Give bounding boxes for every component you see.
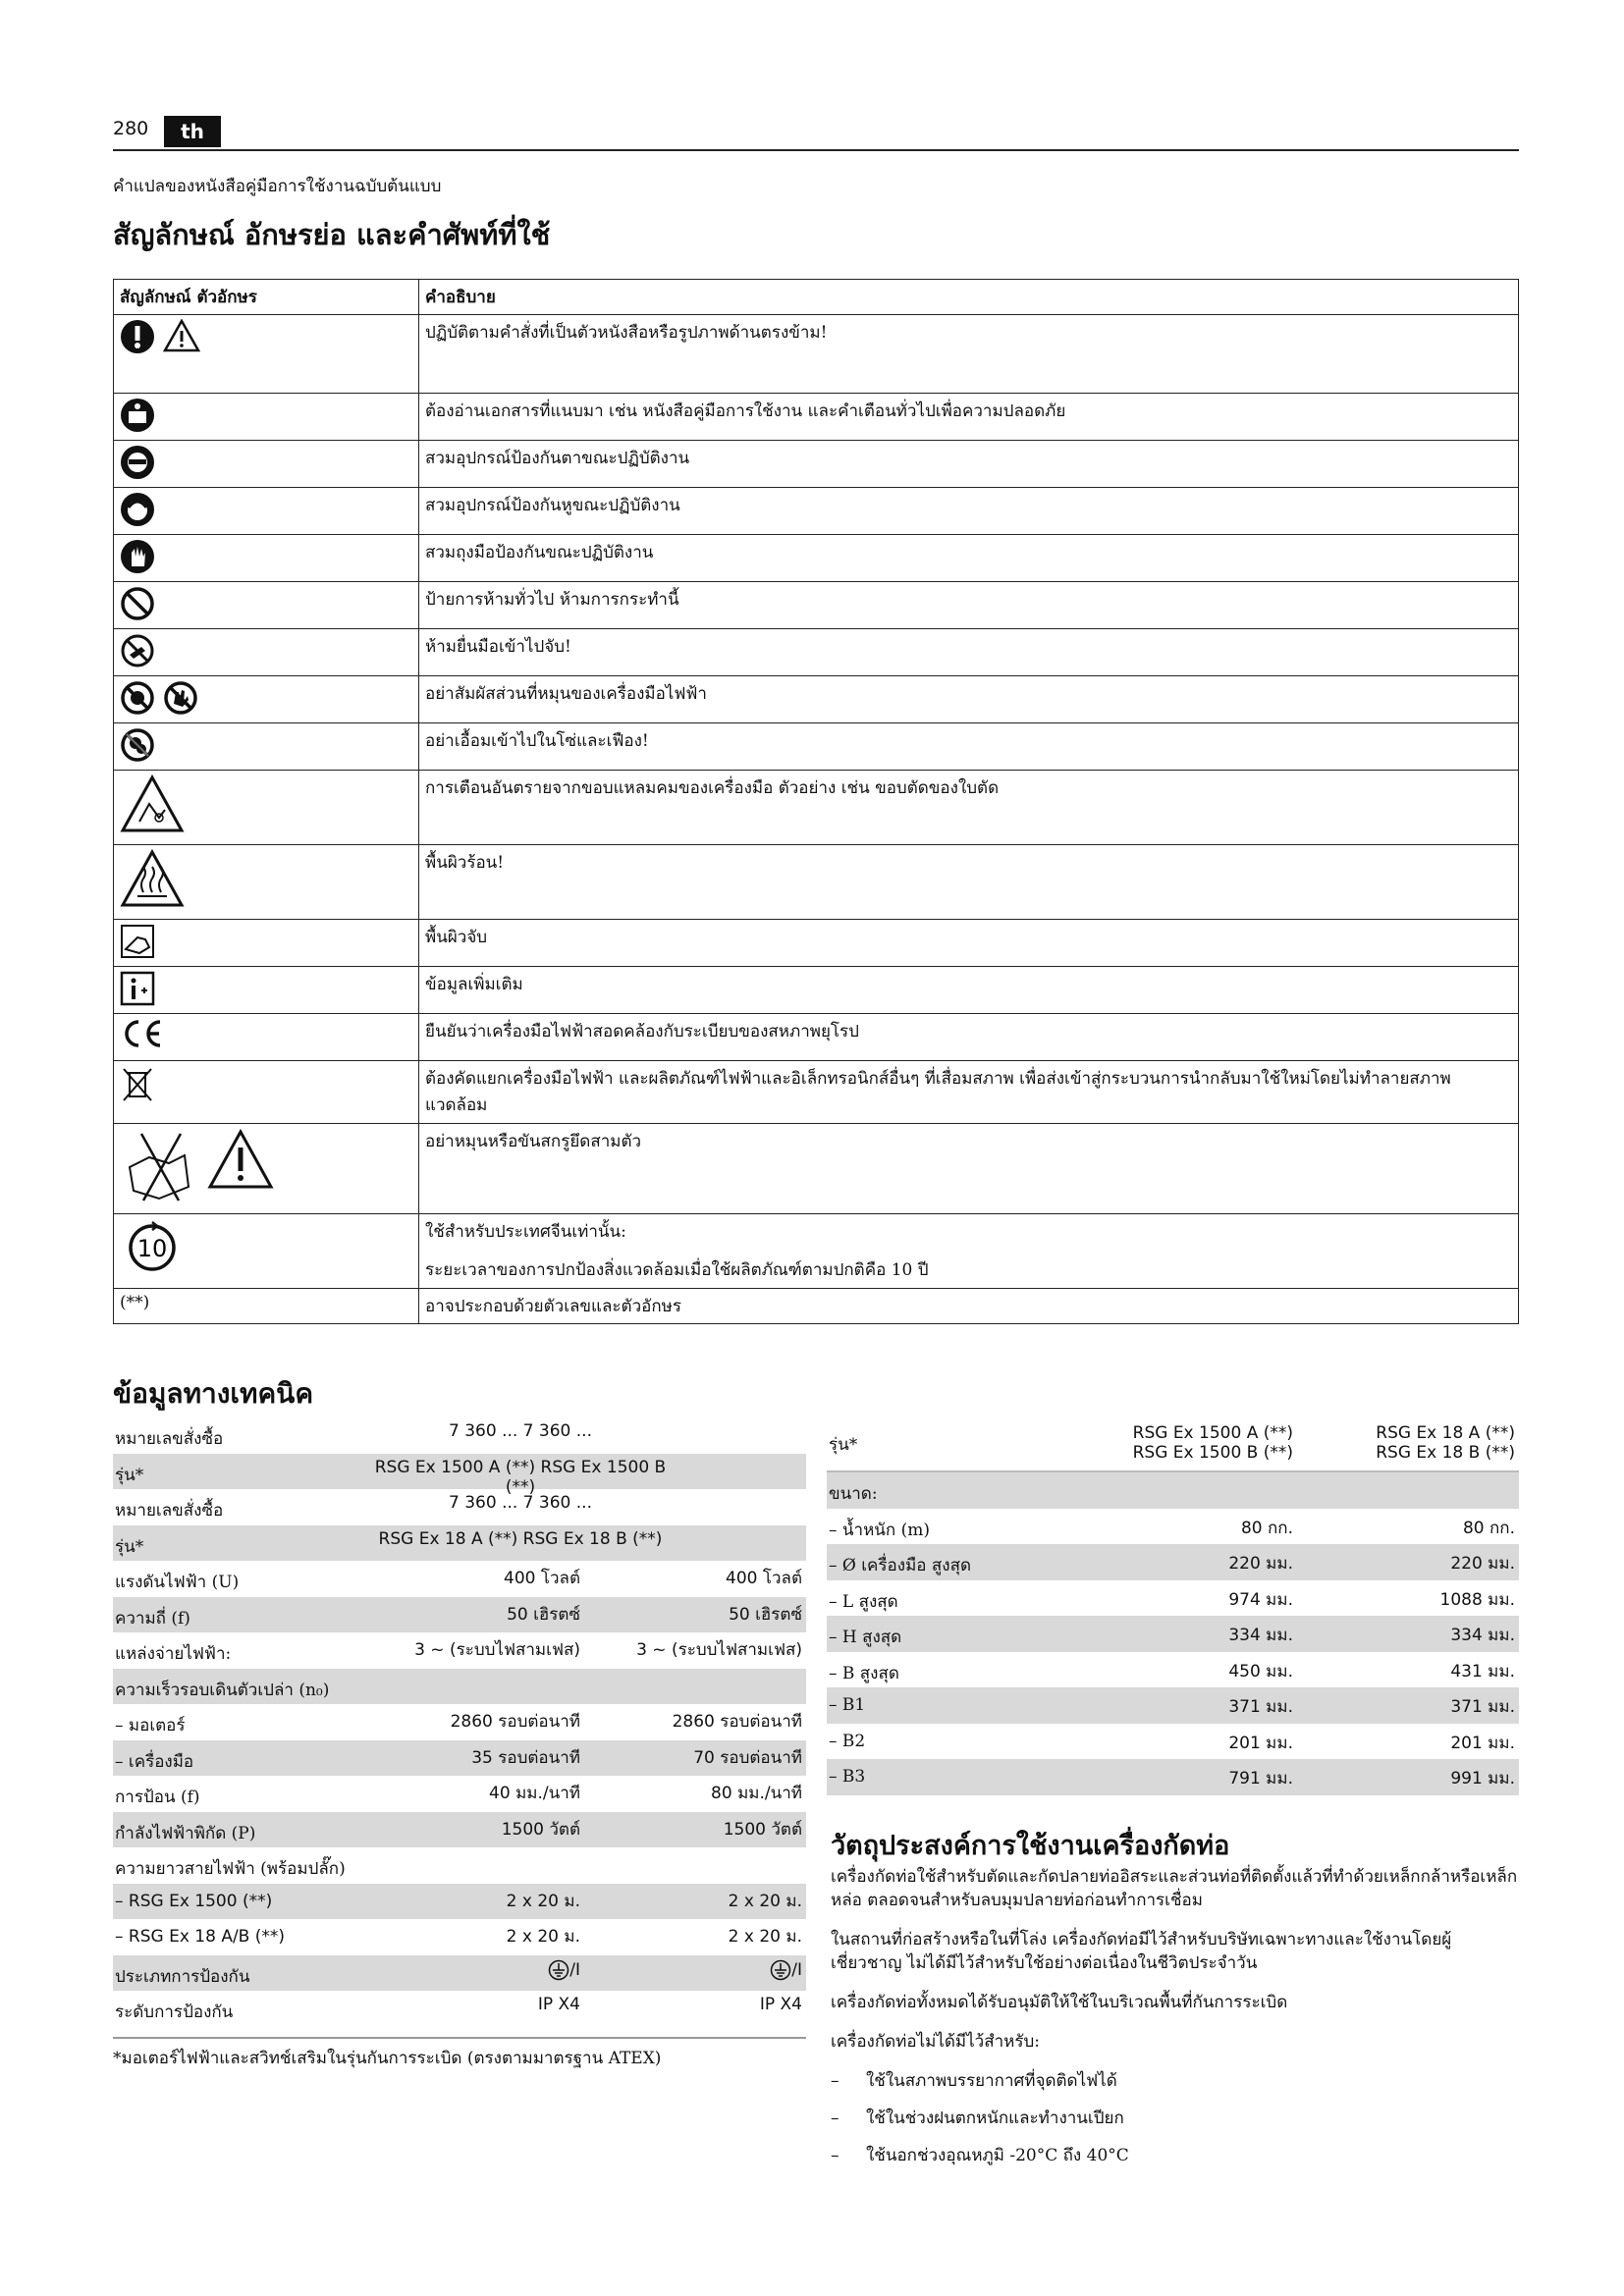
dimension-value-1: 371 มม. (1228, 1697, 1293, 1717)
table-row (114, 845, 1519, 920)
spec-label: – RSG Ex 1500 (**) (115, 1891, 273, 1911)
spec-value-2: 70 รอบต่อนาที (693, 1747, 802, 1768)
spec-value-1: /I (569, 1959, 580, 1980)
dimension-value-1: 201 มม. (1228, 1733, 1293, 1753)
list-item-text: ใช้ในช่วงฝนตกหนักและทำงานเปียก (866, 2109, 1124, 2128)
spec-value-1: IP X4 (537, 1995, 580, 2014)
row-description: สวมอุปกรณ์ป้องกันหูขณะปฏิบัติงาน (419, 488, 1519, 535)
row-description: ยืนยันว่าเครื่องมือไฟฟ้าสอดคล้องกับระเบียบของสหภาพยุโรป (419, 1014, 1519, 1061)
warning-icon (206, 1128, 275, 1191)
model-label: รุ่น* (115, 1465, 144, 1485)
table-row (113, 1740, 806, 1777)
language-badge: th (164, 116, 221, 147)
symbol-column-header: สัญลักษณ์ ตัวอักษร (114, 280, 419, 315)
row-description: พื้นผิวจับ (419, 920, 1519, 967)
dimension-value-1: 791 มม. (1228, 1769, 1293, 1789)
dimension-label: – B1 (829, 1695, 866, 1715)
list-item (831, 2069, 1518, 2093)
spec-value-2: 2860 รอบต่อนาที (672, 1712, 802, 1732)
description-column-header: คำอธิบาย (419, 280, 1519, 315)
model-value: RSG Ex 1500 A (**) RSG Ex 1500 B (**) (374, 1457, 667, 1497)
epup-10-icon (120, 1218, 185, 1277)
model-label: รุ่น* (829, 1435, 858, 1455)
symbols-heading: สัญลักษณ์ อักษรย่อ และคำศัพท์ที่ใช้ (113, 218, 551, 251)
table-row (114, 535, 1519, 582)
read-manual-icon (120, 398, 155, 433)
table-row (114, 1061, 1519, 1124)
table-row (827, 1580, 1519, 1617)
spec-label: ประเภทการป้องกัน (115, 1966, 250, 1987)
table-row (113, 1669, 806, 1705)
table-row (114, 488, 1519, 535)
spec-label: ความเร็วรอบเดินตัวเปล่า (n₀) (115, 1680, 330, 1700)
table-row (114, 1289, 1519, 1324)
table-row (114, 394, 1519, 441)
spec-value-2: 2 x 20 ม. (728, 1927, 802, 1947)
page-header (113, 116, 1519, 151)
model-column-1 (1133, 1423, 1293, 1463)
sharp-edge-warning-icon (120, 774, 185, 833)
spec-value-2: 3 ~ (ระบบไฟสามเฟส) (636, 1640, 802, 1660)
warning-icon (163, 319, 200, 352)
ear-protection-icon (120, 492, 155, 527)
eye-protection-icon (120, 445, 155, 480)
table-row (113, 1884, 806, 1920)
list-dash: – (831, 2071, 839, 2091)
table-row (827, 1544, 1519, 1580)
row-description: อย่าเอื้อมเข้าไปในโซ่และเฟือง! (419, 723, 1519, 771)
dimension-value-1: 450 มม. (1228, 1661, 1293, 1682)
dimension-label: – B สูงสุด (829, 1663, 899, 1683)
spec-value-1: 1500 วัตต์ (501, 1819, 580, 1840)
row-description: ห้ามยื่นมือเข้าไปจับ! (419, 629, 1519, 676)
list-dash: – (831, 2146, 839, 2165)
spec-label: แหล่งจ่ายไฟฟ้า: (115, 1644, 232, 1664)
dimension-label: – น้ำหนัก (m) (829, 1520, 930, 1540)
table-row (113, 1847, 806, 1884)
table-row (114, 1124, 1519, 1214)
dimension-value-2: 991 มม. (1450, 1769, 1515, 1789)
protection-class-1 (548, 1959, 580, 1981)
list-dash: – (831, 2109, 839, 2128)
table-row (113, 1812, 806, 1848)
technical-data-heading: ข้อมูลทางเทคนิค (113, 1377, 314, 1410)
spec-value-2: 50 เฮิรตซ์ (729, 1604, 802, 1625)
row-description: สวมถุงมือป้องกันขณะปฏิบัติงาน (419, 535, 1519, 582)
row-description: ต้องคัดแยกเครื่องมือไฟฟ้า และผลิตภัณฑ์ไฟฟ้าและอิเล็กทรอนิกส์อื่นๆ ที่เสื่อมสภาพ เพื่อส่งเข้าสู่กระบวนการนำกลับมาใช้ใหม่โดยไม่ทำลายสภาพแวดล้อม (425, 1069, 1451, 1115)
intended-use-section (831, 1865, 1518, 2181)
dimension-value-2: 1088 มม. (1439, 1589, 1515, 1610)
table-row (114, 1014, 1519, 1061)
table-row (114, 771, 1519, 845)
dimension-value-2: 80 กก. (1462, 1518, 1515, 1538)
spec-value-1: 400 โวลต์ (504, 1569, 580, 1588)
model-name: RSG Ex 1500 A (**) (1132, 1423, 1293, 1443)
no-reach-in-icon (120, 727, 155, 763)
row-description: ปฏิบัติตามคำสั่งที่เป็นตัวหนังสือหรือรูปภาพด้านตรงข้าม! (419, 315, 1519, 394)
spec-value-1: 3 ~ (ระบบไฟสามเฟส) (414, 1640, 580, 1660)
usage-paragraph: เครื่องกัดท่อไม่ได้มีไว้สำหรับ: (831, 2032, 1040, 2052)
atex-footnote: *มอเตอร์ไฟฟ้าและสวิทช์เสริมในรุ่นกันการระเบิด (ตรงตามมาตรฐาน ATEX) (113, 2037, 806, 2071)
row-description: ข้อมูลเพิ่มเติม (419, 967, 1519, 1014)
row-description: ใช้สำหรับประเทศจีนเท่านั้น: (425, 1222, 626, 1242)
grip-surface-icon (120, 924, 155, 959)
dimension-label: – H สูงสุด (829, 1628, 902, 1647)
intended-use-heading: วัตถุประสงค์การใช้งานเครื่องกัดท่อ (831, 1831, 1230, 1861)
page-number: 280 (113, 118, 149, 139)
table-row (113, 1489, 806, 1525)
order-number-value: 7 360 ... 7 360 ... (449, 1421, 592, 1441)
table-row (114, 441, 1519, 488)
list-item (831, 2107, 1518, 2130)
spec-label: – เครื่องมือ (115, 1751, 194, 1772)
table-row (113, 1632, 806, 1669)
dimension-label: – B3 (829, 1767, 866, 1787)
protective-earth-icon (770, 1959, 791, 1981)
model-label: รุ่น* (115, 1536, 144, 1557)
order-number-label: หมายเลขสั่งซื้อ (115, 1501, 224, 1521)
spec-value-1: 2860 รอบต่อนาที (450, 1712, 580, 1732)
table-row (113, 1955, 806, 1992)
row-description: พื้นผิวร้อน! (419, 845, 1519, 920)
spec-label: ระดับการป้องกัน (115, 2002, 234, 2022)
dimension-value-2: 334 มม. (1450, 1626, 1515, 1645)
table-row (113, 1776, 806, 1812)
spec-label: กำลังไฟฟ้าพิกัด (P) (115, 1823, 256, 1843)
dimension-label: – L สูงสุด (829, 1591, 898, 1612)
no-hand-icon (163, 680, 198, 716)
model-column-2 (1376, 1423, 1515, 1463)
row-description: ป้ายการห้ามทั่วไป ห้ามการกระทำนี้ (419, 582, 1519, 629)
table-row (113, 1525, 806, 1562)
table-row (827, 1509, 1519, 1545)
spec-label: แรงดันไฟฟ้า (U) (115, 1573, 240, 1592)
order-number-value: 7 360 ... 7 360 ... (449, 1493, 592, 1513)
list-item-text: ใช้ในสภาพบรรยากาศที่จุดติดไฟได้ (866, 2071, 1117, 2091)
usage-paragraph: เครื่องกัดท่อทั้งหมดได้รับอนุมัติให้ใช้ในบริเวณพื้นที่กันการระเบิด (831, 1993, 1288, 2012)
size-label: ขนาด: (829, 1484, 878, 1504)
weee-bin-icon (120, 1065, 155, 1104)
row-description: ต้องอ่านเอกสารที่แนบมา เช่น หนังสือคู่มือการใช้งาน และคำเตือนทั่วไปเพื่อความปลอดภัย (419, 394, 1519, 441)
symbols-table-header (114, 280, 1519, 315)
gloves-icon (120, 539, 155, 574)
table-row (827, 1724, 1519, 1760)
row-description: สวมอุปกรณ์ป้องกันตาขณะปฏิบัติงาน (419, 441, 1519, 488)
no-rotating-parts-icon (120, 680, 155, 716)
spec-value-2: /I (791, 1959, 802, 1980)
model-name: RSG Ex 1500 B (**) (1132, 1443, 1293, 1463)
protection-class-2 (770, 1959, 802, 1981)
spec-label: ความถี่ (f) (115, 1608, 190, 1629)
table-row (827, 1687, 1519, 1724)
model-value: RSG Ex 18 A (**) RSG Ex 18 B (**) (378, 1528, 663, 1549)
table-row (114, 315, 1519, 394)
table-row (114, 967, 1519, 1014)
spec-label: ความยาวสายไฟฟ้า (พร้อมปลั๊ก) (115, 1859, 346, 1879)
dimension-label: – B2 (829, 1731, 866, 1751)
document-subtitle: คำแปลของหนังสือคู่มือการใช้งานฉบับต้นแบบ (113, 177, 442, 196)
dimension-value-1: 220 มม. (1228, 1554, 1293, 1574)
model-name: RSG Ex 18 B (**) (1376, 1443, 1515, 1463)
spec-table-left (113, 1417, 806, 2071)
row-description: อย่าสัมผัสส่วนที่หมุนของเครื่องมือไฟฟ้า (419, 676, 1519, 723)
dimension-label: – Ø เครื่องมือ สูงสุด (829, 1556, 971, 1575)
spec-value-2: 1500 วัตต์ (723, 1819, 802, 1840)
spec-table-right (827, 1417, 1519, 1795)
dimension-value-1: 334 มม. (1228, 1626, 1293, 1645)
prohibition-icon (120, 586, 155, 621)
table-row (113, 1919, 806, 1955)
table-row (114, 1214, 1519, 1289)
table-row (113, 1597, 806, 1633)
model-name: RSG Ex 18 A (**) (1376, 1423, 1515, 1443)
spec-value-1: 35 รอบต่อนาที (471, 1747, 580, 1768)
table-row (113, 1454, 806, 1497)
spec-value-2: 2 x 20 ม. (728, 1891, 802, 1911)
info-icon (120, 971, 155, 1006)
spec-label: – RSG Ex 18 A/B (**) (115, 1927, 286, 1947)
spec-value-2: 80 มม./นาที (711, 1784, 802, 1803)
spec-label: การป้อน (f) (115, 1788, 200, 1807)
text-symbol: (**) (114, 1289, 419, 1324)
row-description: อาจประกอบด้วยตัวเลขและตัวอักษร (419, 1289, 1519, 1324)
table-row (113, 1561, 806, 1597)
symbols-table (113, 279, 1519, 1324)
protective-earth-icon (548, 1959, 569, 1981)
table-row (114, 629, 1519, 676)
spec-value-1: 2 x 20 ม. (506, 1891, 580, 1911)
dimension-value-2: 220 มม. (1450, 1554, 1515, 1574)
table-row (827, 1616, 1519, 1652)
table-row (113, 1704, 806, 1740)
table-row (827, 1759, 1519, 1795)
table-row (113, 1417, 806, 1454)
svg-text:10: 10 (136, 1235, 168, 1262)
table-row (114, 920, 1519, 967)
dimension-value-1: 80 กก. (1240, 1518, 1293, 1538)
table-row (114, 723, 1519, 771)
table-row (114, 582, 1519, 629)
table-row (827, 1652, 1519, 1688)
row-description-2: ระยะเวลาของการปกป้องสิ่งแวดล้อมเมื่อใช้ผลิตภัณฑ์ตามปกติคือ 10 ปี (425, 1260, 929, 1280)
spec-value-1: 40 มม./นาที (489, 1784, 580, 1803)
ce-mark-icon (120, 1018, 163, 1049)
usage-paragraph: เครื่องกัดท่อใช้สำหรับตัดและกัดปลายท่ออิสระและส่วนท่อที่ติดตั้งแล้วที่ทำด้วยเหล็กกล้าหรือเหล็กหล่อ ตลอดจนสำหรับลบมุมปลายท่อก่อนทำการเชื่อม (831, 1867, 1518, 1910)
restrictions-list (831, 2069, 1518, 2167)
table-row (113, 1991, 806, 2027)
mandatory-icon (120, 319, 155, 354)
row-description: การเตือนอันตรายจากขอบแหลมคมของเครื่องมือ ตัวอย่าง เช่น ขอบตัดของใบตัด (419, 771, 1519, 845)
dimension-value-2: 201 มม. (1450, 1733, 1515, 1753)
spec-value-2: IP X4 (759, 1995, 802, 2014)
table-row (827, 1472, 1519, 1509)
dimension-value-2: 431 มม. (1450, 1661, 1515, 1682)
list-item-text: ใช้นอกช่วงอุณหภูมิ -20°C ถึง 40°C (866, 2146, 1129, 2165)
spec-label: – มอเตอร์ (115, 1716, 186, 1735)
row-description: อย่าหมุนหรือขันสกรูยึดสามตัว (419, 1124, 1519, 1214)
dimension-value-1: 974 มม. (1228, 1589, 1293, 1610)
no-screw-icon (120, 1128, 198, 1204)
usage-paragraph: ในสถานที่ก่อสร้างหรือในที่โล่ง เครื่องกัดท่อมีไว้สำหรับบริษัทเฉพาะทางและใช้งานโดยผู้เชี่ยวชาญ ไม่ได้มีไว้สำหรับใช้อย่างต่อเนื่องในชีวิตประจำวัน (831, 1930, 1452, 1973)
table-row (114, 676, 1519, 723)
spec-value-1: 50 เฮิรตซ์ (507, 1604, 580, 1625)
list-item (831, 2144, 1518, 2167)
hot-surface-icon (120, 849, 185, 908)
order-number-label: หมายเลขสั่งซื้อ (115, 1429, 224, 1449)
no-touch-icon (120, 633, 155, 668)
table-header-row (827, 1417, 1519, 1472)
spec-value-1: 2 x 20 ม. (506, 1927, 580, 1947)
spec-value-2: 400 โวลต์ (726, 1569, 802, 1588)
dimension-value-2: 371 มม. (1450, 1697, 1515, 1717)
